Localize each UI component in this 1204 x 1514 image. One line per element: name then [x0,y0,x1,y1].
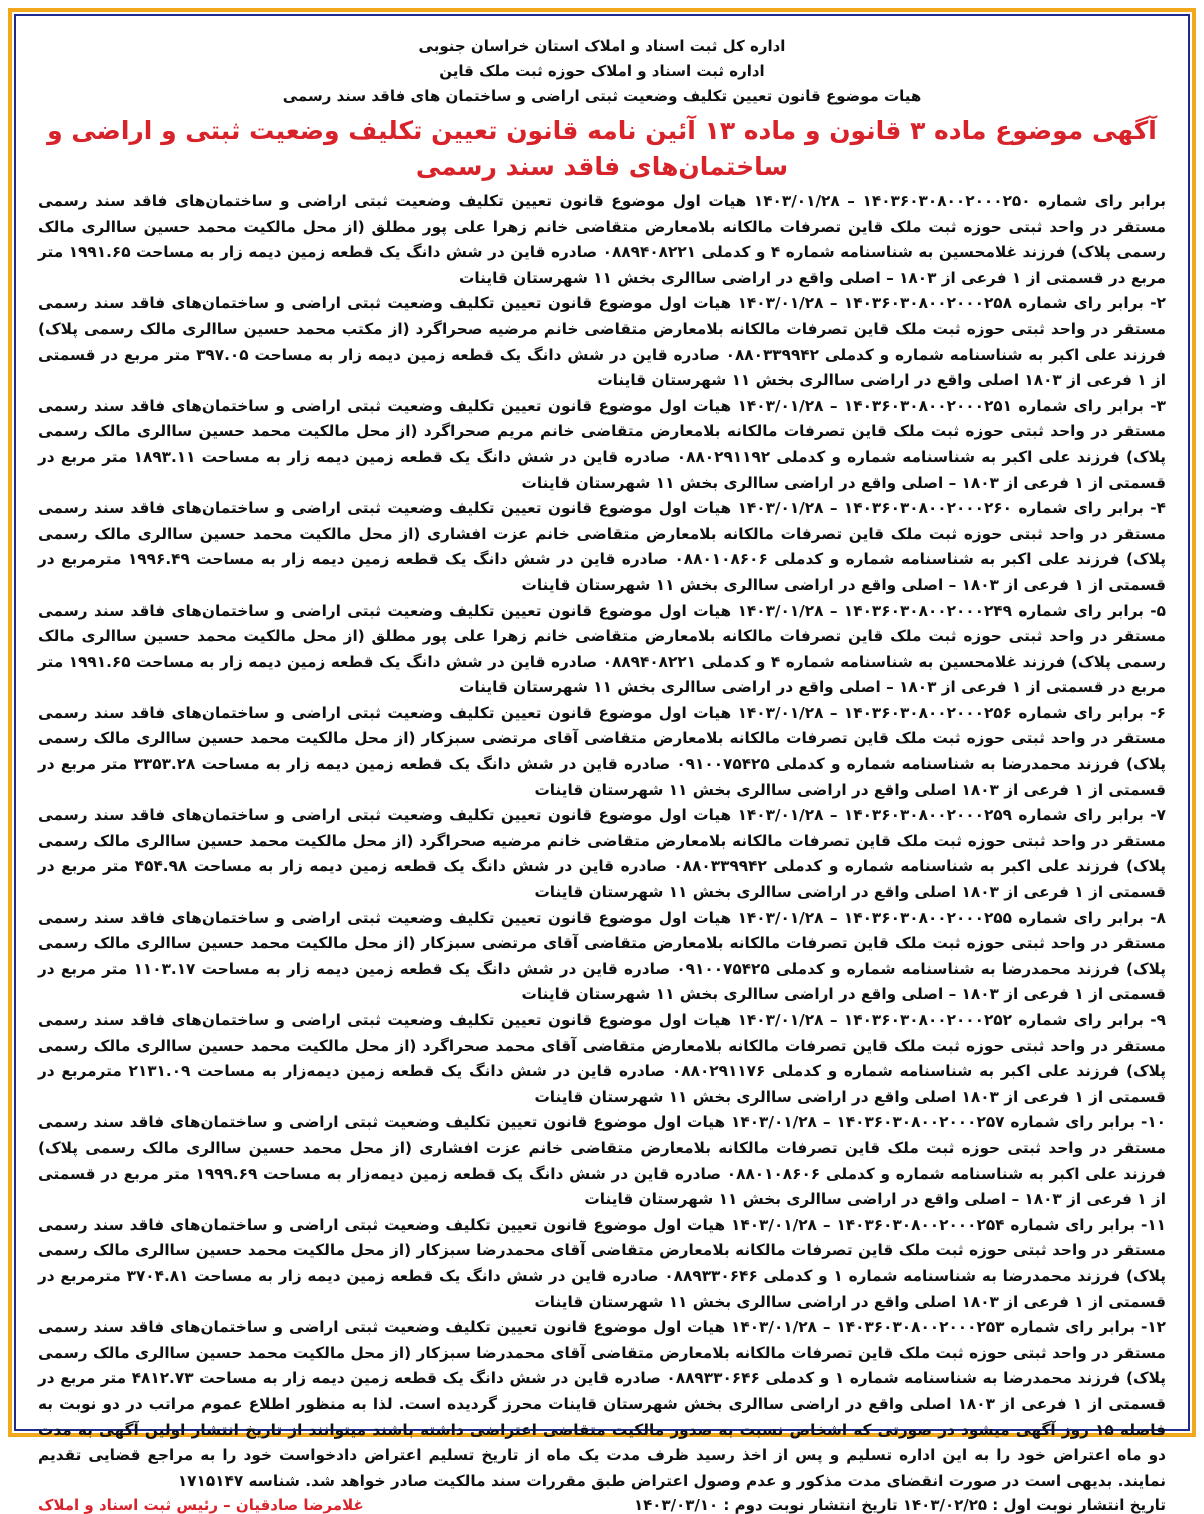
signature: غلامرضا صادقیان – رئیس ثبت اسناد و املاک [38,1496,364,1514]
ruling-paragraph-3: ۳- برابر رای شماره ۱۴۰۳۶۰۳۰۸۰۰۲۰۰۰۲۵۱ – ۱۴۰۳/۰۱/۲۸ هیات اول موضوع قانون تعیین تکلیف وضعیت ثبتی اراضی و ساختمان‌های فاقد سند رسمی مستقر در واحد ثبتی حوزه ثبت ملک قاین تصرفات مالکانه بلامعارض متقاضی خانم مریم صحراگرد (از محل مالکیت محمد حسین ساالری مالک رسمی پلاک) فرزند علی اکبر به شناسنامه شماره و کدملی ۰۸۸۰۲۹۱۱۹۲ صادره قاین در شش دانگ یک قطعه زمین دیمه زار به مساحت ۱۸۹۳.۱۱ متر مربع در قسمتی از ۱ فرعی از ۱۸۰۳ – اصلی واقع در اراضی ساالری بخش ۱۱ شهرستان قاینات [38,396,1166,492]
ruling-paragraph-11: ۱۱- برابر رای شماره ۱۴۰۳۶۰۳۰۸۰۰۲۰۰۰۲۵۴ – ۱۴۰۳/۰۱/۲۸ هیات اول موضوع قانون تعیین تکلیف وضعیت ثبتی اراضی و ساختمان‌های فاقد سند رسمی مستقر در واحد ثبتی حوزه ثبت ملک قاین تصرفات مالکانه بلامعارض متقاضی آقای محمدرضا سبزکار (از محل مالکیت محمد حسین ساالری مالک رسمی پلاک) فرزند محمدرضا به شناسنامه شماره ۱ و کدملی ۰۸۸۹۳۳۰۶۴۶ صادره قاین در شش دانگ یک قطعه زمین دیمه زار به مساحت ۳۷۰۴.۸۱ مترمربع در قسمتی از ۱ فرعی از ۱۸۰۳ اصلی واقع در اراضی ساالری بخش ۱۱ شهرستان قاینات [38,1215,1167,1311]
ruling-paragraph-4: ۴- برابر رای شماره ۱۴۰۳۶۰۳۰۸۰۰۲۰۰۰۲۶۰ – ۱۴۰۳/۰۱/۲۸ هیات اول موضوع قانون تعیین تکلیف وضعیت ثبتی اراضی و ساختمان‌های فاقد سند رسمی مستقر در واحد ثبتی حوزه ثبت ملک قاین تصرفات مالکانه بلامعارض متقاضی خانم عزت افشاری (از محل مالکیت محمد حسین ساالری مالک رسمی پلاک) فرزند علی اکبر به شناسنامه شماره و کدملی ۰۸۸۰۱۰۸۶۰۶ صادره قاین در شش دانگ یک قطعه زمین دیمه زار به مساحت ۱۹۹۶.۴۹ مترمربع در قسمتی از ۱ فرعی از ۱۸۰۳ – اصلی واقع در اراضی ساالری بخش ۱۱ شهرستان قاینات [38,499,1166,594]
ruling-paragraph-8: ۸- برابر رای شماره ۱۴۰۳۶۰۳۰۸۰۰۲۰۰۰۲۵۵ – ۱۴۰۳/۰۱/۲۸ هیات اول موضوع قانون تعیین تکلیف وضعیت ثبتی اراضی و ساختمان‌های فاقد سند رسمی مستقر در واحد ثبتی حوزه ثبت ملک قاین تصرفات مالکانه بلامعارض متقاضی آقای مرتضی سبزکار (از محل مالکیت محمد حسین ساالری مالک رسمی پلاک) فرزند محمدرضا به شناسنامه شماره و کدملی ۰۹۱۰۰۷۵۴۲۵ صادره قاین در شش دانگ یک قطعه زمین دیمه زار به مساحت ۱۱۰۳.۱۷ متر مربع در قسمتی از ۱ فرعی از ۱۸۰۳ – اصلی واقع در اراضی ساالری بخش ۱۱ شهرستان قاینات [38,908,1167,1004]
notice-frame [8,8,1196,1514]
ruling-paragraph-12: ۱۲- برابر رای شماره ۱۴۰۳۶۰۳۰۸۰۰۲۰۰۰۲۵۳ – ۱۴۰۳/۰۱/۲۸ هیات اول موضوع قانون تعیین تکلیف وضعیت ثبتی اراضی و ساختمان‌های فاقد سند رسمی مستقر در واحد ثبتی حوزه ثبت ملک قاین تصرفات مالکانه بلامعارض متقاضی آقای محمدرضا سبزکار (از محل مالکیت محمد حسین ساالری مالک رسمی پلاک) فرزند محمدرضا به شناسنامه شماره ۱ و کدملی ۰۸۸۹۳۳۰۶۴۶ صادره قاین در شش دانگ یک قطعه زمین دیمه زار به مساحت ۴۸۱۲.۷۳ متر مربع در قسمتی از ۱ فرعی از ۱۸۰۳ اصلی واقع در اراضی ساالری بخش شهرستان قاینات محرز گردیده است. لذا به منظور اطلاع عموم مراتب در دو نوبت به فاصله ۱۵ روز آگهی میشود در صورتی که اشخاص نسبت به صدور مالکیت متقاضی اعتراضی داشته باشند میتوانند از تاریخ انتشار اولین آگهی به مدت دو ماه اعتراض خود را به این اداره تسلیم و پس از اخذ رسید ظرف مدت یک ماه از تاریخ تسلیم اعتراض دادخواست خود را به مراجع قضایی تقدیم نمایند. بدیهی است در صورت انقضای مدت مذکور و عدم وصول اعتراض طبق مقررات سند مالکیت صادر خواهد شد. شناسه ۱۷۱۵۱۴۷ [38,1318,1167,1490]
ruling-paragraph-1: برابر رای شماره ۱۴۰۳۶۰۳۰۸۰۰۲۰۰۰۲۵۰ – ۱۴۰۳/۰۱/۲۸ هیات اول موضوع قانون تعیین تکلیف وضعیت ثبتی اراضی و ساختمان‌های فاقد سند رسمی مستقر در واحد ثبتی حوزه ثبت ملک قاین تصرفات مالکانه بلامعارض متقاضی خانم زهرا علی پور مطلق (از محل مالکیت محمد حسین ساالری مالک رسمی پلاک) فرزند غلامحسین به شناسنامه شماره ۴ و کدملی ۰۸۸۹۴۰۸۲۲۱ صادره قاین در شش دانگ یک قطعه زمین دیمه زار به مساحت ۱۹۹۱.۶۵ متر مربع در قسمتی از ۱ فرعی از ۱۸۰۳ – اصلی واقع در اراضی ساالری بخش ۱۱ شهرستان قاینات [38,192,1167,287]
ruling-paragraph-6: ۶- برابر رای شماره ۱۴۰۳۶۰۳۰۸۰۰۲۰۰۰۲۵۶ – ۱۴۰۳/۰۱/۲۸ هیات اول موضوع قانون تعیین تکلیف وضعیت ثبتی اراضی و ساختمان‌های فاقد سند رسمی مستقر در واحد ثبتی حوزه ثبت ملک قاین تصرفات مالکانه بلامعارض متقاضی آقای مرتضی سبزکار (از محل مالکیت محمد حسین ساالری مالک رسمی پلاک) فرزند محمدرضا به شناسنامه شماره و کدملی ۰۹۱۰۰۷۵۴۲۵ صادره قاین در شش دانگ یک قطعه زمین دیمه زار به مساحت ۳۳۵۳.۲۸ متر مربع در قسمتی از ۱ فرعی از ۱۸۰۳ اصلی واقع در اراضی ساالری بخش ۱۱ شهرستان قاینات [38,703,1167,799]
ruling-paragraph-2: ۲- برابر رای شماره ۱۴۰۳۶۰۳۰۸۰۰۲۰۰۰۲۵۸ – ۱۴۰۳/۰۱/۲۸ هیات اول موضوع قانون تعیین تکلیف وضعیت ثبتی اراضی و ساختمان‌های فاقد سند رسمی مستقر در واحد ثبتی حوزه ثبت ملک قاین تصرفات مالکانه بلامعارض متقاضی خانم مرضیه صحراگرد (از مکتب محمد حسین ساالری مالک رسمی پلاک) فرزند علی اکبر به شناسنامه شماره و کدملی ۰۸۸۰۳۳۹۹۴۲ صادره قاین در شش دانگ یک قطعه زمین دیمه زار به مساحت ۳۹۷.۰۵ متر مربع در قسمتی از ۱ فرعی از ۱۸۰۳ اصلی واقع در اراضی ساالری بخش ۱۱ شهرستان قاینات [38,294,1167,390]
ruling-paragraph-7: ۷- برابر رای شماره ۱۴۰۳۶۰۳۰۸۰۰۲۰۰۰۲۵۹ – ۱۴۰۳/۰۱/۲۸ هیات اول موضوع قانون تعیین تکلیف وضعیت ثبتی اراضی و ساختمان‌های فاقد سند رسمی مستقر در واحد ثبتی حوزه ثبت ملک قاین تصرفات مالکانه بلامعارض متقاضی خانم مرضیه صحراگرد (از محل مالکیت محمد حسین ساالری مالک رسمی پلاک) فرزند علی اکبر به شناسنامه شماره و کدملی ۰۸۸۰۳۳۹۹۴۲ صادره قاین در شش دانگ یک قطعه زمین دیمه زار به مساحت ۴۵۴.۹۸ متر مربع در قسمتی از ۱ فرعی از ۱۸۰۳ اصلی واقع در اراضی ساالری بخش ۱۱ شهرستان قاینات [38,806,1167,902]
notice-body [14,14,1190,1514]
header-office-line: اداره ثبت اسناد و املاک حوزه ثبت ملک قاین [439,62,765,80]
header-board-line: هیات موضوع قانون تعیین تکلیف وضعیت ثبتی اراضی و ساختمان های فاقد سند رسمی [282,87,922,105]
ruling-paragraph-5: ۵- برابر رای شماره ۱۴۰۳۶۰۳۰۸۰۰۲۰۰۰۲۴۹ – ۱۴۰۳/۰۱/۲۸ هیات اول موضوع قانون تعیین تکلیف وضعیت ثبتی اراضی و ساختمان‌های فاقد سند رسمی مستقر در واحد ثبتی حوزه ثبت ملک قاین تصرفات مالکانه بلامعارض متقاضی خانم زهرا علی پور مطلق (از محل مالکیت محمد حسین ساالری مالک رسمی پلاک) فرزند غلامحسین به شناسنامه شماره ۴ و کدملی ۰۸۸۹۴۰۸۲۲۱ صادره قاین در شش دانگ یک قطعه زمین دیمه زار به مساحت ۱۹۹۱.۶۵ متر مربع در قسمتی از ۱ فرعی از ۱۸۰۳ – اصلی واقع در اراضی ساالری بخش ۱۱ شهرستان قاینات [38,601,1166,697]
publication-dates: تاریخ انتشار نوبت اول : ۱۴۰۳/۰۲/۲۵ تاریخ انتشار نوبت دوم : ۱۴۰۳/۰۳/۱۰ [634,1496,1166,1514]
header-org-line: اداره کل ثبت اسناد و املاک استان خراسان جنوبی [418,37,786,55]
ruling-paragraph-10: ۱۰- برابر رای شماره ۱۴۰۳۶۰۳۰۸۰۰۲۰۰۰۲۵۷ – ۱۴۰۳/۰۱/۲۸ هیات اول موضوع قانون تعیین تکلیف وضعیت ثبتی اراضی و ساختمان‌های فاقد سند رسمی مستقر در واحد ثبتی حوزه ثبت ملک قاین تصرفات مالکانه بلامعارض متقاضی خانم عزت افشاری (از محل محمد حسین ساالری مالک رسمی پلاک) فرزند علی اکبر به شناسنامه شماره و کدملی ۰۸۸۰۱۰۸۶۰۶ صادره قاین در شش دانگ یک قطعه زمین دیمه‌زار به مساحت ۱۹۹۹.۶۹ متر مربع در قسمتی از ۱ فرعی از ۱۸۰۳ – اصلی واقع در اراضی ساالری بخش ۱۱ شهرستان قاینات [38,1113,1166,1209]
footer [38,1496,1166,1514]
header [38,34,1166,109]
ruling-paragraph-9: ۹- برابر رای شماره ۱۴۰۳۶۰۳۰۸۰۰۲۰۰۰۲۵۲ – ۱۴۰۳/۰۱/۲۸ هیات اول موضوع قانون تعیین تکلیف وضعیت ثبتی اراضی و ساختمان‌های فاقد سند رسمی مستقر در واحد ثبتی حوزه ثبت ملک قاین تصرفات مالکانه بلامعارض متقاضی آقای محمد صحراگرد (از محل مالکیت محمد حسین ساالری مالک رسمی پلاک) فرزند علی اکبر به شناسنامه شماره و کدملی ۰۸۸۰۲۹۱۱۷۶ صادره قاین در شش دانگ یک قطعه زمین دیمه‌زار به مساحت ۲۱۳۱.۰۹ مترمربع در قسمتی از ۱ فرعی از ۱۸۰۳ اصلی واقع در اراضی ساالری بخش ۱۱ شهرستان قاینات [38,1011,1167,1106]
notice-title: آگهی موضوع ماده ۳ قانون و ماده ۱۳ آئین نامه قانون تعیین تکلیف وضعیت ثبتی و اراضی و ساختمان‌های فاقد سند رسمی [47,116,1157,181]
